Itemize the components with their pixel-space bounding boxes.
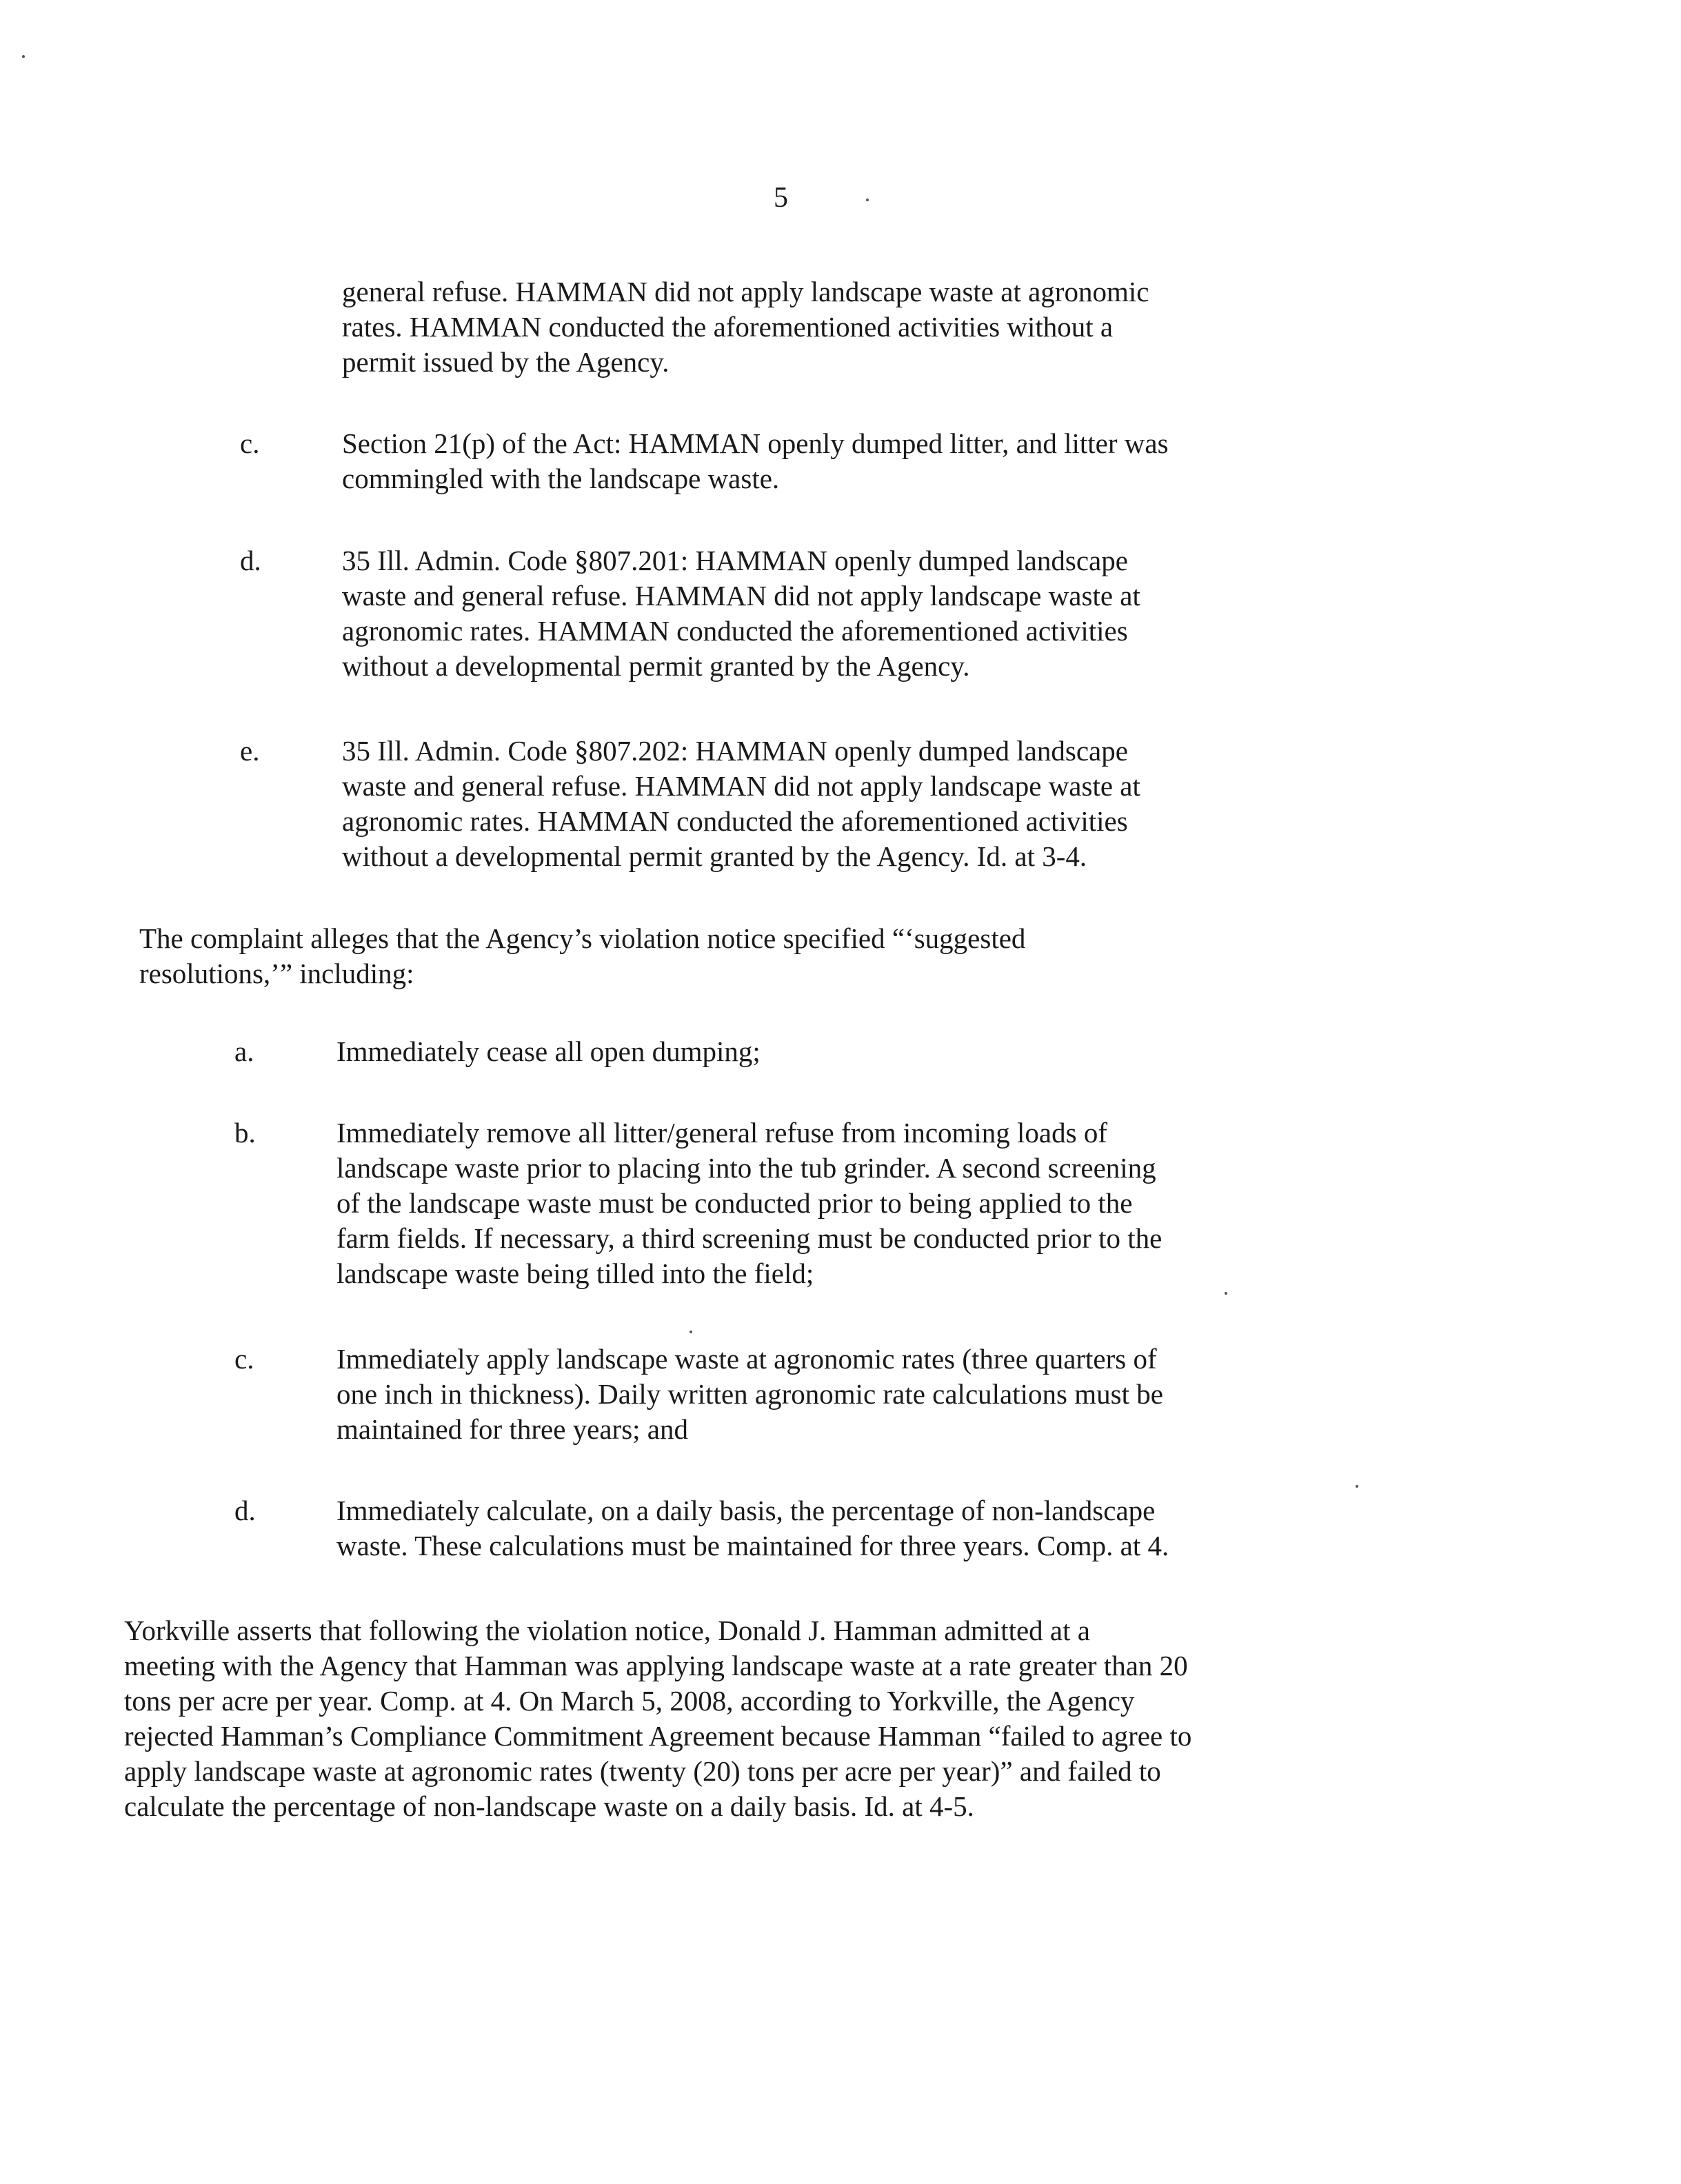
list-marker: d. (234, 1495, 256, 1526)
list-marker: b. (234, 1117, 256, 1149)
yorkville-paragraph: Yorkville asserts that following the violation notice, Donald J. Hamman admitted at a meeting with the Agency that Hamman was applying landscape waste at a rate greater than 20 tons per acre per year. Comp. at 4. On March 5, 2008, according to Yorkville, the Agency rejected Hamman’s Compliance Commitment Agreement because Hamman “failed to agree to apply landscape waste at agronomic rates (twenty (20) tons per acre per year)” and failed to calculate the percentage of non-landscape waste on a daily basis. Id. at 4-5. (124, 1615, 1192, 1822)
list-item-text: Immediately cease all open dumping; (336, 1035, 761, 1067)
list-item-text: Immediately apply landscape waste at agronomic rates (three quarters of one inch in thickness). Daily written agronomic rate calculations must be maintained for three years; and (336, 1343, 1163, 1445)
page-number: 5 (774, 182, 788, 214)
list-item-text: 35 Ill. Admin. Code §807.201: HAMMAN openly dumped landscape waste and general refuse. HAMMAN did not apply landscape waste at agronomic rates. HAMMAN conducted the aforementioned activities without a developmental permit granted by the Agency. (342, 545, 1140, 682)
list-item-text: Immediately calculate, on a daily basis, the percentage of non-landscape waste. These calculations must be maintained for three years. Comp. at 4. (336, 1495, 1169, 1561)
list-marker: d. (240, 545, 261, 576)
intro-paragraph: The complaint alleges that the Agency’s violation notice specified “‘suggested resolutions,’” including: (139, 922, 1026, 989)
list-marker: c. (234, 1343, 254, 1375)
list-marker: e. (240, 735, 260, 767)
list-marker: c. (240, 427, 260, 459)
scan-speck (1356, 1485, 1358, 1488)
scan-speck (866, 199, 869, 201)
list-item-text: Immediately remove all litter/general refuse from incoming loads of landscape waste prior to placing into the tub grinder. A second screening of the landscape waste must be conducted prior to being applied to the farm fields. If necessary, a third screening must be conducted prior to the landscape waste being tilled into the field; (336, 1117, 1162, 1289)
continuation-text: general refuse. HAMMAN did not apply landscape waste at agronomic rates. HAMMAN conducted the aforementioned activities without a permit issued by the Agency. (342, 276, 1149, 378)
list-marker: a. (234, 1035, 254, 1067)
list-item-text: Section 21(p) of the Act: HAMMAN openly dumped litter, and litter was commingled with the landscape waste. (342, 427, 1169, 494)
scan-speck (22, 55, 25, 58)
scan-speck (1225, 1292, 1227, 1295)
scan-speck (689, 1331, 692, 1333)
list-item-text: 35 Ill. Admin. Code §807.202: HAMMAN openly dumped landscape waste and general refuse. HAMMAN did not apply landscape waste at agronomic rates. HAMMAN conducted the aforementioned activities without a developmental permit granted by the Agency. Id. at 3-4. (342, 735, 1140, 872)
